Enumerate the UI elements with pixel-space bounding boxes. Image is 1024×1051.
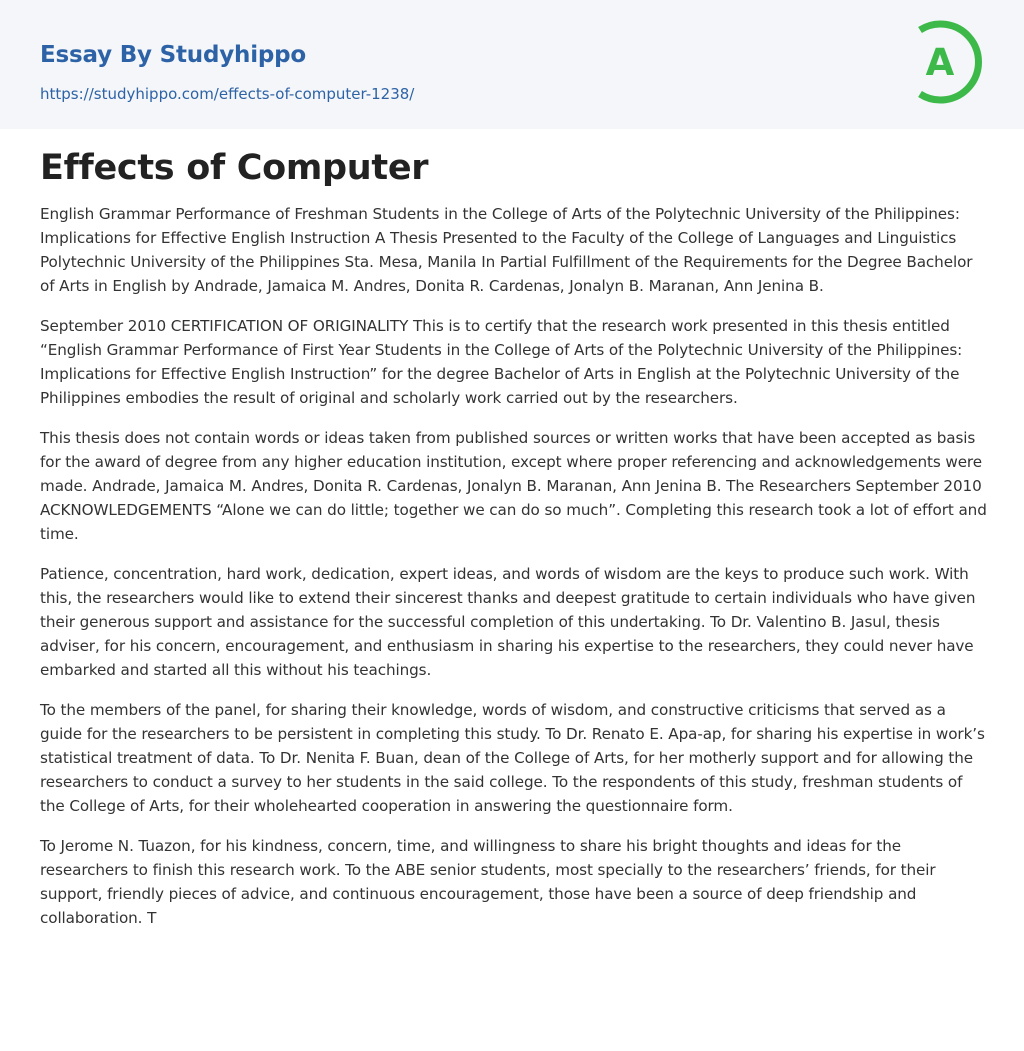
studyhippo-logo-icon[interactable] <box>912 18 988 106</box>
article-paragraph: Patience, concentration, hard work, dedication, expert ideas, and words of wisdom are the keys to produce such work. With this, the researchers would like to extend their sincerest thanks and deepest gratitude to certain individuals who have given their generous support and assistance for the successful completion of this undertaking. To Dr. Valentino B. Jasul, thesis adviser, for his concern, encouragement, and enthusiasm in sharing his expertise to the researchers, they could never have embarked and started all this without his teachings. <box>40 565 976 679</box>
essay-url-link[interactable]: https://studyhippo.com/effects-of-computer-1238/ <box>40 85 415 103</box>
article-paragraph: To the members of the panel, for sharing their knowledge, words of wisdom, and constructive criticisms that served as a guide for the researchers to be persistent in completing this study. To Dr. Renato E. Apa-ap, for sharing his expertise in work’s statistical treatment of data. To Dr. Nenita F. Buan, dean of the College of Arts, for her motherly support and for allowing the researchers to conduct a survey to her students in the said college. To the respondents of this study, freshman students of the College of Arts, for their wholehearted cooperation in answering the questionnaire form. <box>40 701 985 815</box>
article <box>40 140 990 946</box>
article-paragraph: To Jerome N. Tuazon, for his kindness, concern, time, and willingness to share his bright thoughts and ideas for the researchers to finish this research work. To the ABE senior students, most specially to the researchers’ friends, for their support, friendly pieces of advice, and continuous encouragement, those have been a source of deep friendship and collaboration. T <box>40 837 936 927</box>
site-brand[interactable]: Essay By Studyhippo <box>40 42 307 68</box>
logo-letter: A <box>925 41 955 84</box>
site-header <box>0 0 1024 129</box>
article-paragraph: This thesis does not contain words or ideas taken from published sources or written works that have been accepted as basis for the award of degree from any higher education institution, except where proper referencing and acknowledgements were made. Andrade, Jamaica M. Andres, Donita R. Cardenas, Jonalyn B. Maranan, Ann Jenina B. The Researchers September 2010 ACKNOWLEDGEMENTS “Alone we can do little; together we can do so much”. Completing this research took a lot of effort and time. <box>40 429 987 543</box>
page-title: Effects of Computer <box>40 148 429 188</box>
article-paragraph: September 2010 CERTIFICATION OF ORIGINALITY This is to certify that the research work presented in this thesis entitled “English Grammar Performance of First Year Students in the College of Arts of the Polytechnic University of the Philippines: Implications for Effective English Instruction” for the degree Bachelor of Arts in English at the Polytechnic University of the Philippines embodies the result of original and scholarly work carried out by the researchers. <box>40 317 963 407</box>
article-paragraph: English Grammar Performance of Freshman Students in the College of Arts of the Polytechnic University of the Philippines: Implications for Effective English Instruction A Thesis Presented to the Faculty of the College of Languages and Linguistics Polytechnic University of the Philippines Sta. Mesa, Manila In Partial Fulfillment of the Requirements for the Degree Bachelor of Arts in English by Andrade, Jamaica M. Andres, Donita R. Cardenas, Jonalyn B. Maranan, Ann Jenina B. <box>40 205 973 295</box>
